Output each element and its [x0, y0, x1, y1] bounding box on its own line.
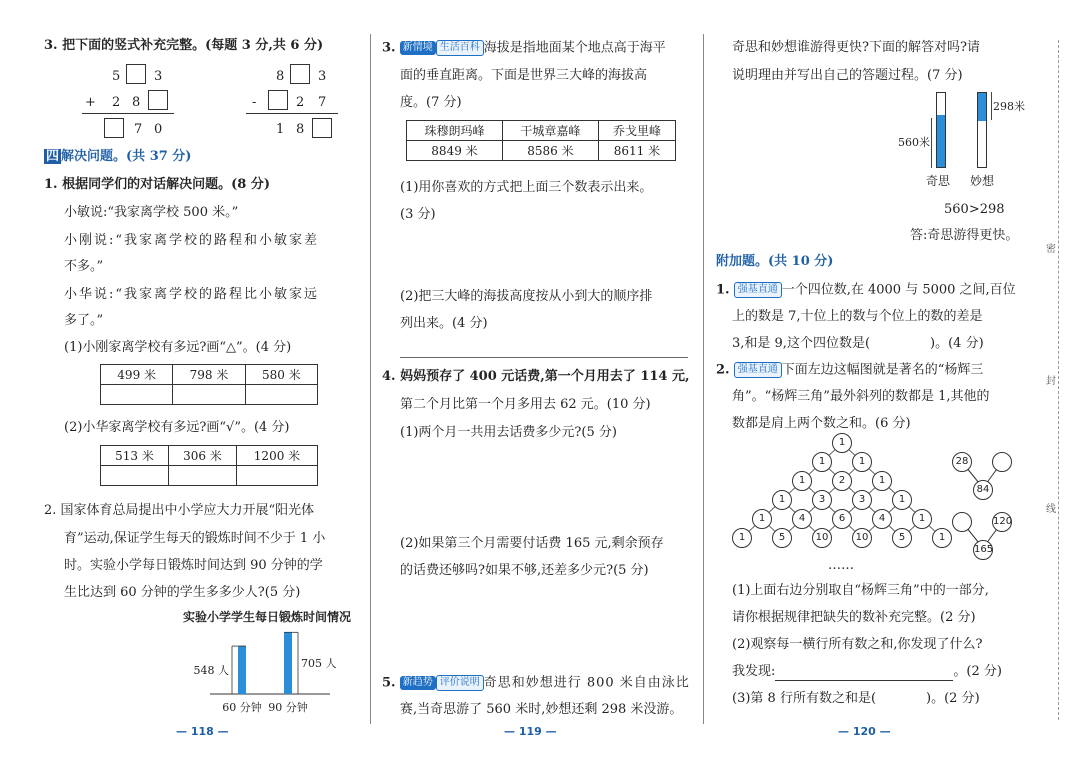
q5-text: 奇思和妙想进行 800 米自由泳比 — [483, 675, 690, 691]
q3-number: 3. — [382, 40, 396, 56]
q4-sub1: (1)两个月一共用去话费多少元?(5 分) — [400, 425, 617, 440]
answer-cell[interactable] — [236, 466, 317, 486]
fragment-b-bottom: 165 — [973, 540, 993, 560]
e2-number: 2. — [716, 362, 730, 378]
extra-title: 附加题。(共 10 分) — [716, 254, 834, 269]
separator-line — [400, 357, 688, 358]
answer-area[interactable] — [400, 584, 685, 666]
tag-evaluation: 评价说明 — [436, 675, 484, 691]
e2-sub2-answer — [732, 664, 1002, 681]
section-badge: 四 — [46, 149, 60, 164]
exercise-bar-chart — [190, 622, 340, 718]
q5-line: 赛,当奇思游了 560 米时,妙想还剩 298 米没游。 — [400, 702, 683, 717]
fragment-a-right[interactable] — [992, 452, 1012, 472]
table-cell: 499 米 — [101, 365, 173, 385]
miaoxiang-label: 298米 — [993, 100, 1025, 113]
q5-number: 5. — [382, 675, 396, 691]
triangle-node: 6 — [832, 509, 852, 529]
triangle-node: 4 — [872, 509, 892, 529]
chart-category-label: 90 分钟 — [268, 701, 308, 714]
e2-text: (3)第 8 行所有数之和是( — [732, 691, 877, 706]
qisi-bar-fill — [937, 115, 945, 167]
blank-box[interactable] — [126, 64, 146, 84]
fragment-a-bottom: 84 — [973, 480, 993, 500]
brace-line — [931, 118, 932, 168]
chart-category-label: 60 分钟 — [222, 701, 262, 714]
calc-line — [246, 113, 338, 114]
qisi-label: 560米 — [898, 136, 930, 149]
triangle-node: 1 — [812, 452, 832, 472]
e2-text: )。(2 分) — [926, 691, 980, 706]
q4-line: 第二个月比第一个月多用去 62 元。(10 分) — [400, 397, 651, 412]
q1-line: 多了。” — [64, 313, 104, 328]
calc-digit: 3 — [154, 69, 163, 84]
calc-digit: 7 — [318, 95, 327, 110]
triangle-node: 3 — [812, 490, 832, 510]
calc-digit: 1 — [276, 122, 285, 137]
q4-sub2: (2)如果第三个月需要付话费 165 元,剩余预存 — [400, 536, 664, 551]
answer-cell[interactable] — [245, 385, 317, 405]
calc-digit: 7 — [134, 122, 143, 137]
q2-line: 育”运动,保证学生每天的锻炼时间不少于 1 小 — [64, 531, 326, 546]
table-cell: 1200 米 — [236, 446, 317, 466]
q1-sub1: (1)小刚家离学校有多远?画“△”。(4 分) — [64, 340, 292, 355]
answer-cell[interactable] — [168, 466, 236, 486]
section-title: 解决问题。(共 37 分) — [61, 149, 192, 164]
e1-line — [732, 336, 984, 352]
calc-line — [82, 113, 174, 114]
e2-sub2: (2)观察每一横行所有数之和,你发现了什么? — [732, 637, 983, 652]
e1-text: 3,和是 9,这个四位数是( — [732, 336, 871, 351]
triangle-node: 1 — [772, 490, 792, 510]
table-cell: 306 米 — [168, 446, 236, 466]
qisi-bar — [936, 92, 946, 168]
blank-box[interactable] — [312, 118, 332, 138]
chart-data-label: 548 人 — [193, 664, 229, 678]
calc-digit: 2 — [112, 95, 121, 110]
calc-digit: 2 — [296, 95, 305, 110]
e2-line: 数都是肩上两个数之和。(6 分) — [732, 416, 911, 431]
triangle-node: 1 — [852, 452, 872, 472]
side-char: 封 — [1046, 376, 1056, 387]
triangle-node: 1 — [892, 490, 912, 510]
q3-sub1: (3 分) — [400, 207, 436, 222]
calc-digit: 8 — [296, 122, 305, 137]
peaks-table — [406, 120, 676, 161]
table-header: 干城章嘉峰 — [502, 121, 598, 141]
miaoxiang-name: 妙想 — [970, 174, 995, 188]
q1-line: 小华说:“我家离学校的路程比小敏家远 — [64, 287, 320, 302]
q1-title: 1. 根据同学们的对话解决问题。(8 分) — [44, 177, 270, 192]
q3-text: 海拔是指地面某个地点高于海平 — [483, 40, 666, 56]
column-divider — [703, 34, 704, 724]
answer-underline[interactable] — [775, 664, 953, 681]
triangle-node: 5 — [892, 528, 912, 548]
binding-line — [1058, 40, 1059, 720]
answer-cell[interactable] — [173, 385, 245, 405]
answer-area[interactable] — [400, 228, 685, 283]
qisi-name: 奇思 — [926, 174, 951, 188]
section-4-heading — [44, 149, 191, 165]
blank-box[interactable] — [148, 90, 168, 110]
q2-line: 时。实验小学每日锻炼时间达到 90 分钟的学 — [64, 558, 323, 573]
blank-box[interactable] — [104, 118, 124, 138]
answer-text: 答:奇思游得更快。 — [910, 228, 1019, 243]
brace-line — [991, 92, 992, 120]
table-cell: 8611 米 — [598, 141, 675, 161]
q5-line: 奇思和妙想谁游得更快?下面的解答对吗?请 — [732, 40, 980, 55]
fragment-a-left: 28 — [952, 452, 972, 472]
triangle-node: 1 — [792, 471, 812, 491]
e2-text: 我发现: — [732, 664, 776, 679]
blank-box[interactable] — [268, 90, 288, 110]
answer-compare: 560>298 — [944, 202, 1005, 217]
chart-bar — [284, 632, 292, 694]
e2-sub1: 请你根据规律把缺失的数补充完整。(2 分) — [732, 610, 976, 625]
calc-digit: 3 — [318, 69, 327, 84]
table-cell: 513 米 — [101, 446, 169, 466]
triangle-node: 2 — [832, 471, 852, 491]
table-header: 乔戈里峰 — [598, 121, 675, 141]
tag-new-context: 新情境 — [400, 41, 436, 55]
e1-text: )。(4 分) — [930, 336, 984, 351]
triangle-node: 1 — [932, 528, 952, 548]
fragment-b-right: 120 — [992, 512, 1012, 532]
distance-table-1 — [100, 364, 318, 405]
e1-number: 1. — [716, 282, 730, 298]
e2-header — [716, 362, 983, 378]
q3-header — [382, 40, 666, 56]
table-cell: 8849 米 — [407, 141, 503, 161]
calc-digit: 0 — [154, 122, 163, 137]
tag-strong-base: 强基直通 — [734, 282, 782, 298]
calc-digit: 5 — [112, 69, 121, 84]
e1-header — [716, 282, 1016, 298]
e2-sub3 — [732, 691, 980, 707]
q1-line: 小敏说:“我家离学校 500 米。” — [64, 205, 239, 220]
chart-data-label: 705 人 — [301, 657, 337, 671]
side-char: 线 — [1046, 504, 1056, 515]
table-cell: 798 米 — [173, 365, 245, 385]
column-divider — [370, 34, 371, 724]
q3-sub2: 列出来。(4 分) — [400, 316, 488, 331]
answer-cell[interactable] — [101, 385, 173, 405]
tag-life-encyclopedia: 生活百科 — [436, 40, 484, 56]
ellipsis: …… — [828, 558, 854, 573]
q2-line: 生比达到 60 分钟的学生多多少人?(5 分) — [64, 585, 301, 600]
page-number: — 118 — — [176, 725, 229, 738]
tag-strong-base: 强基直通 — [734, 362, 782, 378]
e1-text: 一个四位数,在 4000 与 5000 之间,百位 — [781, 282, 1016, 298]
distance-table-2 — [100, 445, 318, 486]
minus-sign: - — [252, 95, 257, 110]
triangle-node: 1 — [752, 509, 772, 529]
q1-sub2: (2)小华家离学校有多远?画“√”。(4 分) — [64, 420, 290, 435]
triangle-node: 5 — [772, 528, 792, 548]
e1-line: 上的数是 7,十位上的数与个位上的数的差是 — [732, 309, 983, 324]
tag-new-trend: 新趋势 — [400, 676, 436, 690]
q5-header — [382, 675, 690, 691]
q3-sub2: (2)把三大峰的海拔高度按从小到大的顺序排 — [400, 289, 653, 304]
table-cell: 8586 米 — [502, 141, 598, 161]
triangle-node: 4 — [792, 509, 812, 529]
q4-line: 4. 妈妈预存了 400 元话费,第一个月用去了 114 元, — [382, 369, 690, 384]
fragment-b-left[interactable] — [952, 512, 972, 532]
q3-sub1: (1)用你喜欢的方式把上面三个数表示出来。 — [400, 180, 653, 195]
triangle-node: 10 — [852, 528, 872, 548]
answer-area[interactable] — [400, 334, 685, 354]
triangle-node: 1 — [732, 528, 752, 548]
e2-sub1: (1)上面右边分别取自“杨辉三角”中的一部分, — [732, 583, 989, 598]
triangle-node: 1 — [832, 433, 852, 453]
miaoxiang-bar-fill — [978, 93, 986, 121]
side-char: 密 — [1046, 244, 1056, 255]
q3-title: 3. 把下面的竖式补充完整。(每题 3 分,共 6 分) — [44, 38, 324, 53]
e2-line: 角”。“杨辉三角”最外斜列的数都是 1,其他的 — [732, 389, 990, 404]
page-number: — 119 — — [504, 725, 557, 738]
e2-text: 。(2 分) — [953, 664, 1002, 679]
q1-line: 小刚说:“我家离学校的路程和小敏家差 — [64, 233, 320, 248]
table-header: 珠穆朗玛峰 — [407, 121, 503, 141]
triangle-node: 3 — [852, 490, 872, 510]
answer-cell[interactable] — [101, 466, 169, 486]
answer-area[interactable] — [400, 446, 685, 526]
chart-title: 实验小学学生每日锻炼时间情况 — [183, 610, 352, 624]
triangle-node: 1 — [872, 471, 892, 491]
table-cell: 580 米 — [245, 365, 317, 385]
blank-box[interactable] — [290, 64, 310, 84]
calc-digit: 8 — [132, 95, 141, 110]
page-number: — 120 — — [838, 725, 891, 738]
q3-line: 面的垂直距离。下面是世界三大峰的海拔高 — [400, 68, 648, 83]
q3-line: 度。(7 分) — [400, 95, 462, 110]
plus-sign: + — [85, 95, 96, 110]
q5-line: 说明理由并写出自己的答题过程。(7 分) — [732, 68, 963, 83]
miaoxiang-bar — [977, 92, 987, 168]
triangle-node: 10 — [812, 528, 832, 548]
triangle-node: 1 — [912, 509, 932, 529]
q4-sub2: 的话费还够吗?如果不够,还差多少元?(5 分) — [400, 563, 649, 578]
calc-digit: 8 — [276, 69, 285, 84]
q1-line: 不多。” — [64, 259, 104, 274]
q2-line: 2. 国家体育总局提出中小学应大力开展“阳光体 — [44, 503, 315, 518]
e2-text: 下面左边这幅图就是著名的“杨辉三 — [781, 362, 984, 378]
chart-bar — [238, 646, 246, 694]
